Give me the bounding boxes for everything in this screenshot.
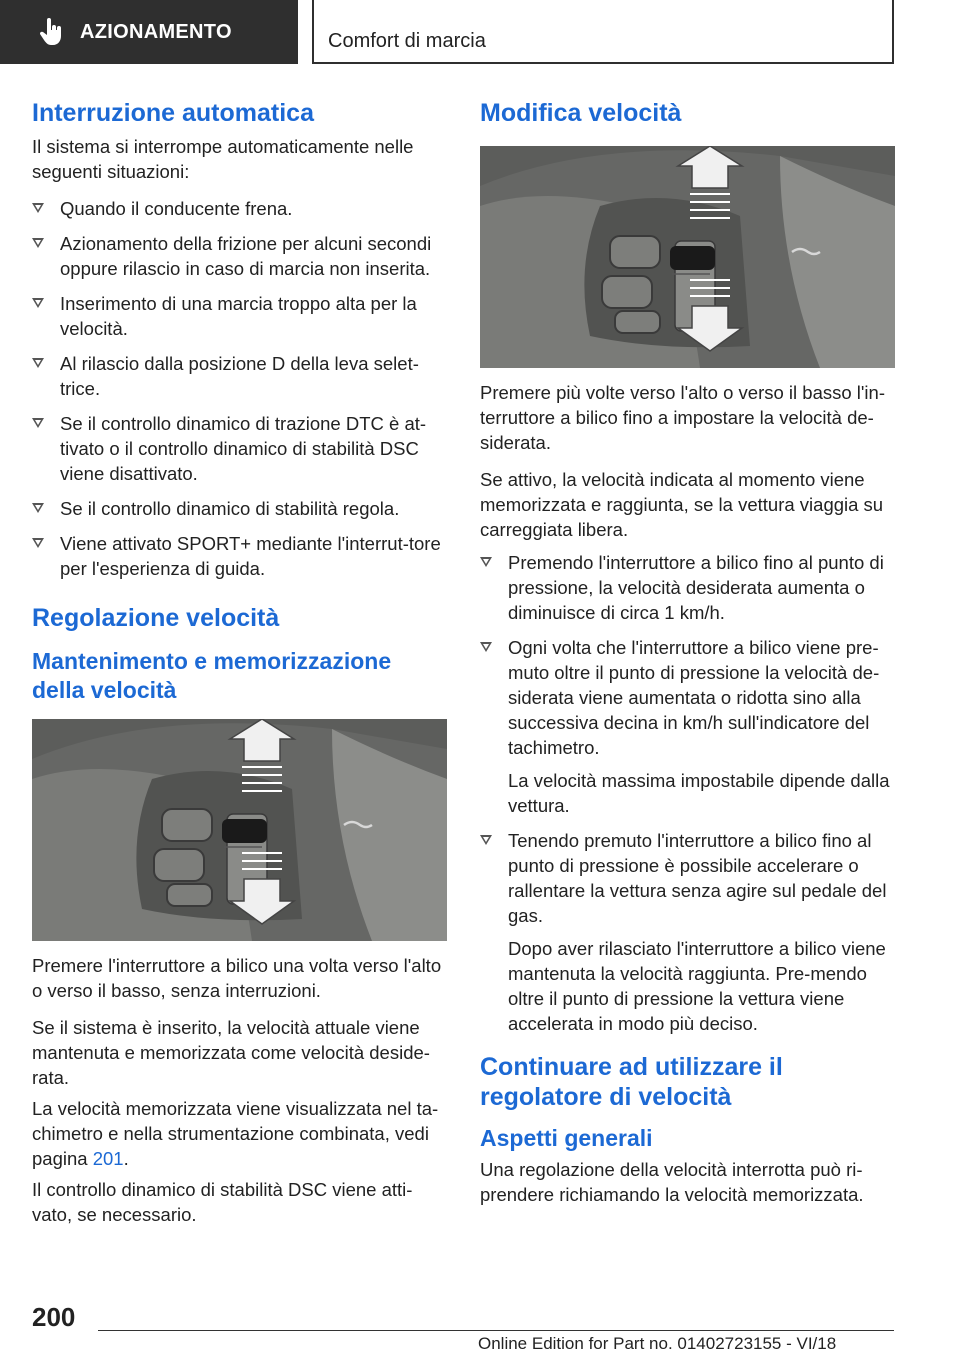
list-item: Al rilascio dalla posizione D della leva selet-trice. bbox=[32, 351, 450, 401]
heading-speed-regulation: Regolazione velocità bbox=[32, 604, 280, 632]
bullet-triangle-icon bbox=[32, 503, 44, 513]
paragraph-interruption: Il sistema si interrompe automaticamente nelle seguenti situazioni: bbox=[32, 136, 414, 182]
bullet-triangle-icon bbox=[32, 298, 44, 308]
left-column bbox=[32, 98, 450, 1227]
list-item: Azionamento della frizione per alcuni secondi oppure rilascio in caso di marcia non inserita. bbox=[32, 231, 450, 281]
edition-note: Online Edition for Part no. 01402723155 - VI/18 bbox=[478, 1334, 837, 1353]
section-tab bbox=[0, 0, 298, 64]
list-item: Quando il conducente frena. bbox=[32, 196, 450, 221]
bullet-triangle-icon bbox=[480, 835, 492, 845]
footer-divider bbox=[98, 1330, 894, 1331]
heading-maintain-speed: Mantenimento e memorizzazione della velocità bbox=[32, 648, 392, 703]
heading-interruption: Interruzione automatica bbox=[32, 99, 314, 127]
bullet-triangle-icon bbox=[480, 557, 492, 567]
list-item: Inserimento di una marcia troppo alta per la velocità. bbox=[32, 291, 450, 341]
chapter-title: Comfort di marcia bbox=[328, 30, 486, 52]
list-item: Se il controllo dinamico di trazione DTC è at-tivato o il controllo dinamico di stabilità DSC viene disattivato. bbox=[32, 411, 450, 486]
list-item-note: La velocità massima impostabile dipende dalla vettura. bbox=[508, 770, 890, 816]
section-title: AZIONAMENTO bbox=[80, 20, 232, 43]
list-item: Ogni volta che l'interruttore a bilico viene pre-muto oltre il punto di pressione la velocità de-siderata viene aumentata o ridotta sino alla successiva decina in km/h sull'indicatore del tachimetro. La velocità massima impostabile dipende dalla vettura. bbox=[480, 635, 898, 818]
steering-wheel-figure bbox=[480, 146, 895, 368]
interruption-list bbox=[32, 196, 450, 581]
bullet-triangle-icon bbox=[32, 238, 44, 248]
list-item: Premendo l'interruttore a bilico fino al punto di pressione, la velocità desiderata aumenta o diminuisce di circa 1 km/h. bbox=[480, 550, 898, 625]
heading-change-speed: Modifica velocità bbox=[480, 99, 682, 127]
list-item: Viene attivato SPORT+ mediante l'interrut-tore per l'esperienza di guida. bbox=[32, 531, 450, 581]
change-speed-list bbox=[480, 550, 898, 1036]
list-item-note: Dopo aver rilasciato l'interruttore a bilico viene mantenuta la velocità raggiunta. Pre-mendo oltre il punto di pressione la vettura viene accelerata in modo più deciso. bbox=[508, 938, 886, 1034]
bullet-triangle-icon bbox=[32, 418, 44, 428]
right-column bbox=[480, 98, 898, 1207]
paragraph-general: Una regolazione della velocità interrotta può ri-prendere richiamando la velocità memorizzata. bbox=[480, 1159, 864, 1205]
list-item: Tenendo premuto l'interruttore a bilico fino al punto di pressione è possibile accelerare o rallentare la vettura senza agire sul pedale del gas. Dopo aver rilasciato l'interruttore a bilico viene mantenuta la velocità raggiunta. Pre-mendo oltre il punto di pressione la vettura viene accelerata in modo più deciso. bbox=[480, 828, 898, 1036]
bullet-triangle-icon bbox=[32, 358, 44, 368]
paragraph-display: La velocità memorizzata viene visualizzata nel ta-chimetro e nella strumentazione combinata, vedi pagina 201. bbox=[32, 1098, 439, 1169]
page-number: 200 bbox=[32, 1302, 76, 1332]
hand-pointer-icon bbox=[40, 18, 62, 46]
paragraph-dsc: Il controllo dinamico di stabilità DSC viene atti-vato, se necessario. bbox=[32, 1179, 413, 1225]
paragraph-press-repeatedly: Premere più volte verso l'alto o verso il basso l'in-terruttore a bilico fino a impostare la velocità de-siderata. bbox=[480, 382, 885, 453]
heading-continue: Continuare ad utilizzare il regolatore di velocità bbox=[480, 1053, 783, 1111]
page-link[interactable]: 201 bbox=[92, 1148, 124, 1169]
paragraph-speed-stored: Se il sistema è inserito, la velocità attuale viene mantenuta e memorizzata come velocità deside-rata. bbox=[32, 1017, 430, 1088]
bullet-triangle-icon bbox=[32, 538, 44, 548]
chapter-frame bbox=[312, 0, 894, 64]
bullet-triangle-icon bbox=[32, 203, 44, 213]
heading-general: Aspetti generali bbox=[480, 1125, 653, 1151]
bullet-triangle-icon bbox=[480, 642, 492, 652]
paragraph-if-active: Se attivo, la velocità indicata al momento viene memorizzata e raggiunta, se la vettura viaggia su carreggiata libera. bbox=[480, 469, 884, 540]
list-item: Se il controllo dinamico di stabilità regola. bbox=[32, 496, 450, 521]
paragraph-press-once: Premere l'interruttore a bilico una volta verso l'alto o verso il basso, senza interruzioni. bbox=[32, 955, 442, 1001]
steering-wheel-figure bbox=[32, 719, 447, 941]
